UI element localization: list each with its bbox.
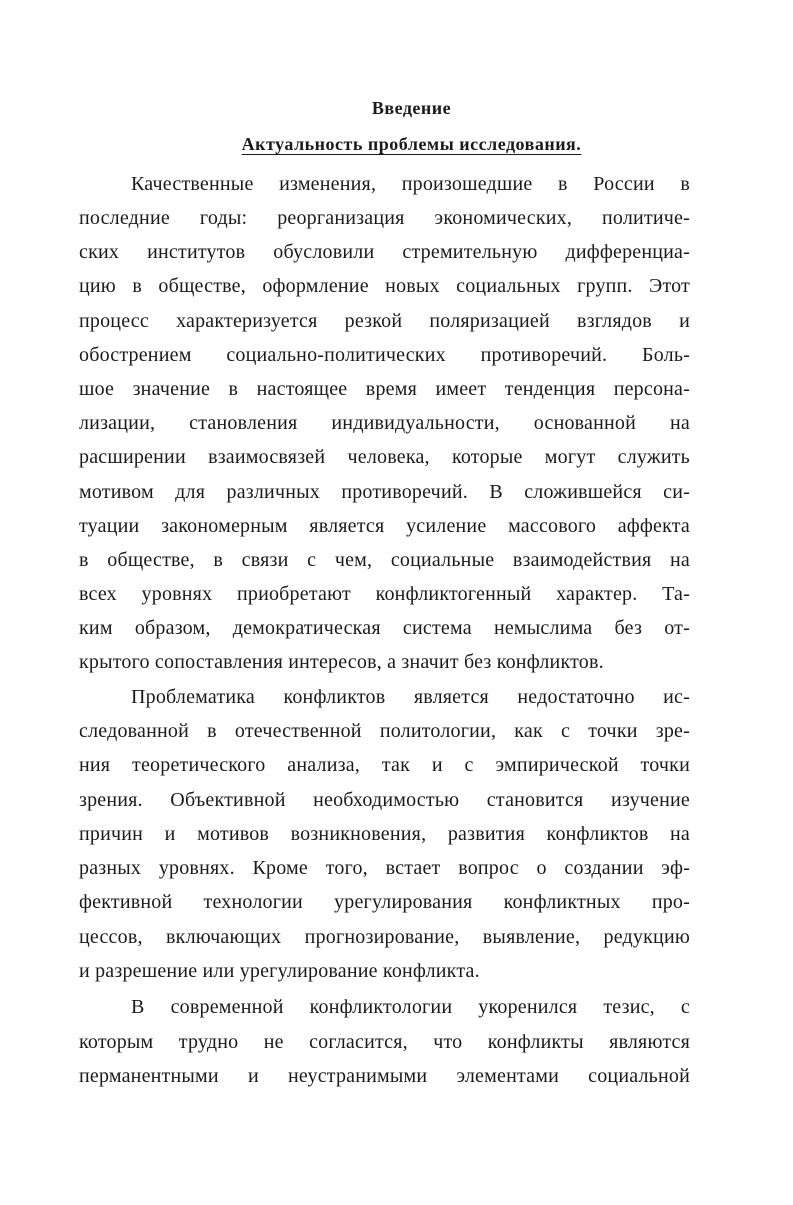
text-line: обострением социально-политических противоречий. Боль- [79,344,690,366]
text-line: в обществе, в связи с чем, социальные взаимодействия на [79,549,690,571]
text-line: Качественные изменения, произошедшие в России в [131,173,690,195]
text-line: фективной технологии урегулирования конфликтных про- [79,891,690,913]
text-line: цессов, включающих прогнозирование, выявление, редукцию [79,926,690,948]
section-heading: Актуальность проблемы исследования. [241,134,582,154]
text-line: ских институтов обусловили стремительную дифференциа- [79,241,690,263]
text-line: крытого сопоставления интересов, а значит без конфликтов. [79,651,604,673]
text-line: мотивом для различных противоречий. В сложившейся си- [79,481,690,503]
text-line: ния теоретического анализа, так и с эмпирической точки [79,754,690,776]
text-line: лизации, становления индивидуальности, основанной на [79,412,690,434]
text-line: Проблематика конфликтов является недостаточно ис- [131,686,690,708]
page-title: Введение [371,98,452,118]
text-line: и разрешение или урегулирование конфликта. [79,960,480,982]
text-line: причин и мотивов возникновения, развития конфликтов на [79,823,690,845]
text-line: туации закономерным является усиление массового аффекта [79,515,690,537]
text-line: ким образом, демократическая система немыслима без от- [79,617,690,639]
text-line: шое значение в настоящее время имеет тенденция персона- [79,378,690,400]
text-line: последние годы: реорганизация экономических, политиче- [79,207,690,229]
text-line: всех уровнях приобретают конфликтогенный характер. Та- [79,583,690,605]
text-line: цию в обществе, оформление новых социальных групп. Этот [79,275,690,297]
text-line: следованной в отечественной политологии, как с точки зре- [79,720,690,742]
text-line: зрения. Объективной необходимостью становится изучение [79,789,690,811]
text-line: процесс характеризуется резкой поляризацией взглядов и [79,310,690,332]
text-line: расширении взаимосвязей человека, которые могут служить [79,446,690,468]
text-line: перманентными и неустранимыми элементами социальной [79,1065,690,1087]
text-line: В современной конфликтологии укоренился тезис, с [131,996,690,1018]
text-line: которым трудно не согласится, что конфликты являются [79,1031,690,1053]
text-line: разных уровнях. Кроме того, встает вопрос о создании эф- [79,857,690,879]
